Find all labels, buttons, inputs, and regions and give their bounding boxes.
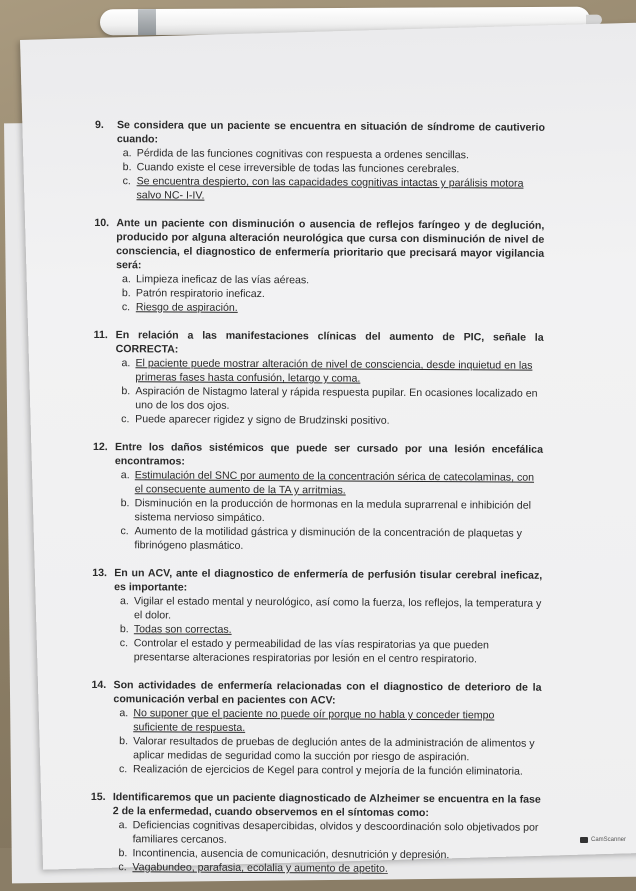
- question-number: 9.: [94, 118, 104, 132]
- question-heading: [94, 216, 544, 275]
- option-text: Controlar el estado y permeabilidad de las vías respiratorias ya que pueden presentarse alteraciones respiratorias por lesión en el centro respiratorio.: [133, 637, 489, 666]
- option-letter: c.: [118, 861, 127, 874]
- question-11: [93, 328, 544, 429]
- question-number: 13.: [92, 566, 107, 580]
- watermark-text: CamScanner: [590, 837, 626, 843]
- scanner-watermark: [580, 837, 626, 843]
- option-text-marked-answer: Vagabundeo, parafasia, ecolalia y aumento de apetito.: [132, 861, 388, 875]
- option-text: Pérdida de las funciones cognitivas con respuesta a ordenes sencillas.: [136, 147, 469, 162]
- option-letter: a.: [120, 469, 130, 482]
- option-letter: c.: [120, 525, 129, 538]
- answer-option: [120, 524, 542, 555]
- answer-option: [121, 356, 543, 387]
- question-heading: [93, 440, 543, 471]
- answer-option: [120, 636, 542, 667]
- option-text: Realización de ejercicios de Kegel para control y mejoría de la función eliminatoria.: [132, 763, 523, 778]
- question-number: 14.: [91, 678, 107, 692]
- answer-option: [121, 412, 543, 429]
- question-text: En relación a las manifestaciones clínicas del aumento de PIC, señale la CORRECTA:: [115, 329, 544, 356]
- answer-option: [122, 300, 544, 317]
- question-list: [90, 118, 545, 891]
- option-letter: b.: [121, 385, 131, 398]
- question-heading: [94, 328, 544, 359]
- question-text: Ante un paciente con disminución o ausencia de reflejos faríngeo y de deglución, producido por alguna alteración neurológica que cursa con disminución de nivel de consciencia, el diagnostico de enfermería prioritario que precisará mayor vigilancia será:: [116, 217, 545, 272]
- answer-option: [122, 174, 544, 205]
- question-heading: [95, 118, 545, 149]
- option-text: Limpieza ineficaz de las vías aéreas.: [135, 273, 310, 287]
- answer-option: [120, 594, 542, 625]
- option-text: Aumento de la motilidad gástrica y disminución de la concentración de plaquetas y fibrinógeno plasmático.: [134, 525, 522, 552]
- option-letter: c.: [121, 301, 131, 314]
- camscanner-logo-icon: [580, 837, 588, 843]
- option-letter: b.: [119, 735, 129, 748]
- question-text: Identificaremos que un paciente diagnosticado de Alzheimer se encuentra en la fase 2 de la enfermedad, cuando observemos en el síntomas como:: [112, 791, 541, 820]
- question-15: [90, 790, 541, 877]
- option-text-marked-answer: El paciente puede mostrar alteración de nivel de consciencia, desde inquietud en las primeras fases hasta confusión, letargo y coma.: [135, 357, 533, 385]
- option-letter: a.: [119, 707, 129, 720]
- option-letter: a.: [118, 819, 128, 832]
- option-letter: c.: [119, 637, 129, 650]
- option-text-marked-answer: Todas son correctas.: [133, 623, 232, 636]
- stylus-band: [138, 9, 156, 35]
- option-text: Valorar resultados de pruebas de deglución antes de la administración de alimentos y aplicar medidas de seguridad como la succión por riesgo de aspiración.: [133, 735, 535, 764]
- option-letter: a.: [121, 357, 131, 370]
- answer-option: [121, 468, 543, 499]
- question-text: Entre los daños sistémicos que puede ser cursado por una lesión encefálica encontramos:: [114, 441, 544, 468]
- question-12: [92, 440, 543, 555]
- option-letter: a.: [121, 273, 131, 286]
- option-letter: c.: [118, 763, 128, 776]
- option-letter: c.: [121, 413, 130, 426]
- question-number: 11.: [93, 328, 108, 342]
- answer-option: [121, 384, 543, 415]
- question-number: 12.: [92, 440, 108, 454]
- question-9: [94, 118, 545, 205]
- question-text: En un ACV, ante el diagnostico de enfermería de perfusión tisular cerebral ineficaz, es importante:: [114, 567, 543, 594]
- option-text: Puede aparecer rigidez y signo de Brudzinski positivo.: [135, 413, 390, 427]
- answer-option: [119, 818, 541, 849]
- option-text: Aspiración de Nistagmo lateral y rápida respuesta pupilar. En ocasiones localizado en uno de los dos ojos.: [135, 385, 538, 412]
- answer-option: [118, 860, 540, 877]
- question-heading: [92, 566, 542, 597]
- option-letter: b.: [121, 287, 131, 300]
- option-letter: a.: [120, 595, 129, 608]
- question-13: [92, 566, 543, 667]
- option-letter: b.: [119, 623, 129, 636]
- option-text-marked-answer: Riesgo de aspiración.: [135, 301, 238, 314]
- answer-option: [119, 706, 541, 737]
- option-text: Incontinencia, ausencia de comunicación, desnutrición y depresión.: [132, 847, 450, 862]
- option-letter: b.: [122, 161, 132, 174]
- option-text-marked-answer: Se encuentra despierto, con las capacidades cognitivas intactas y parálisis motora salvo NC- I-IV.: [136, 175, 524, 202]
- question-heading: [91, 678, 541, 709]
- option-text: Vigilar el estado mental y neurológico, así como la fuerza, los reflejos, la temperatura y el dolor.: [133, 595, 542, 622]
- question-number: 15.: [90, 790, 106, 804]
- question-14: [91, 678, 542, 779]
- option-letter: a.: [122, 147, 132, 160]
- question-text: Son actividades de enfermería relacionadas con el diagnostico de deterioro de la comunicación verbal en pacientes con ACV:: [113, 679, 542, 707]
- question-10: [94, 216, 545, 317]
- question-heading: [91, 790, 541, 821]
- question-number: 10.: [94, 216, 110, 230]
- option-text: Disminución en la producción de hormonas en la medula suprarrenal e inhibición del sistema nervioso simpático.: [134, 497, 532, 525]
- option-text: Cuando existe el cese irreversible de todas las funciones cerebrales.: [136, 161, 460, 176]
- option-text-marked-answer: Estimulación del SNC por aumento de la concentración sérica de catecolaminas, con el consecuente aumento de la TA y arritmias.: [134, 469, 535, 497]
- answer-option: [121, 496, 543, 527]
- answer-option: [119, 762, 541, 779]
- option-text: Deficiencias cognitivas desapercibidas, olvidos y descoordinación solo objetivados por familiares cercanos.: [132, 819, 539, 846]
- option-text: Patrón respiratorio ineficaz.: [135, 287, 265, 301]
- question-text: Se considera que un paciente se encuentra en situación de síndrome de cautiverio cuando:: [116, 119, 545, 146]
- option-letter: b.: [120, 497, 130, 510]
- option-letter: b.: [118, 847, 128, 860]
- option-letter: c.: [122, 175, 131, 188]
- option-text-marked-answer: No suponer que el paciente no puede oír porque no habla y conceder tiempo suficiente de respuesta.: [133, 707, 495, 734]
- answer-option: [119, 734, 541, 765]
